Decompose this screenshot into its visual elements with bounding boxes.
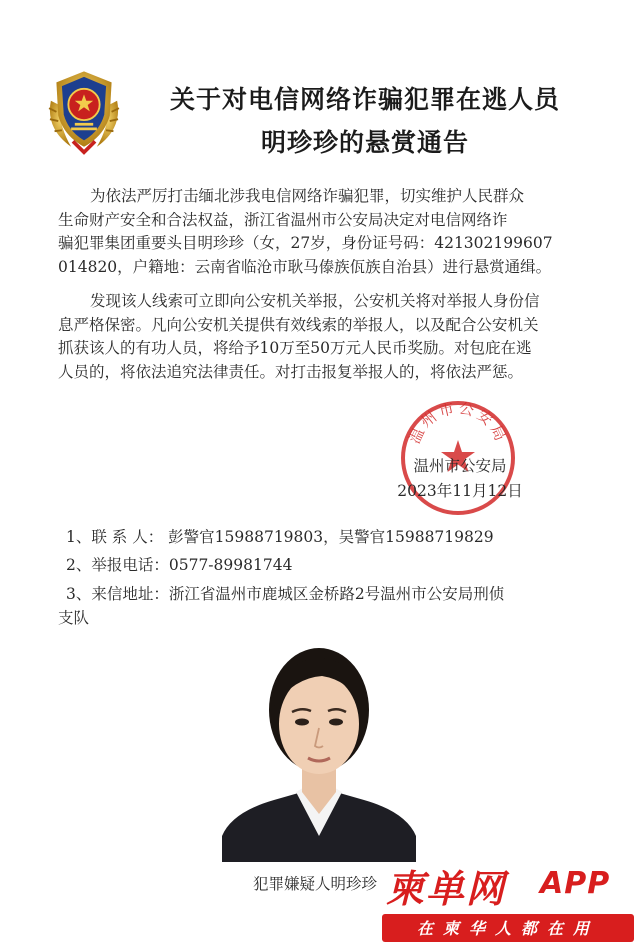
notice-title-line-1: 关于对电信网络诈骗犯罪在逃人员 [169,85,560,114]
watermark-slogan: 在柬华人都在用 [416,919,599,938]
notice-title-line-2: 明珍珍的悬赏通告 [260,128,469,157]
paragraph-line: 为依法严厉打击缅北涉我电信网络诈骗犯罪，切实维护人民群众 [90,187,525,205]
paragraph-line: 生命财产安全和合法权益，浙江省温州市公安局决定对电信网络诈 [58,210,508,229]
paragraph-line: 抓获该人的有功人员，将给予10万至50万元人民币奖励。对包庇在逃 [58,339,532,357]
issuing-organization: 温州市公安局 [413,457,507,475]
paragraph-line: 014820，户籍地：云南省临沧市耿马傣族佤族自治县）进行悬赏通缉。 [58,257,552,276]
seal-text: 温州市公安局 [405,398,511,447]
photo-caption: 犯罪嫌疑人明珍珍 [252,875,377,893]
contact-persons: 1、联 系 人： 彭警官15988719803，吴警官15988719829 [66,528,494,546]
report-phone: 2、举报电话：0577-89981744 [66,556,293,574]
paragraph-line: 骗犯罪集团重要头目明珍珍（女，27岁，身份证号码：421302199607 [58,234,553,252]
paragraph-line: 息严格保密。凡向公安机关提供有效线索的举报人，以及配合公安机关 [58,315,539,334]
watermark-brand-name: 柬单网 [386,867,507,911]
mailing-address-continued: 支队 [58,609,90,627]
notice-paragraph-1 [58,185,618,279]
svg-text:温州市公安局 [405,399,510,446]
suspect-photo [222,636,416,862]
police-emblem-icon [38,64,130,156]
paragraph-line: 人员的，将依法追究法律责任。对打击报复举报人的，将依法严惩。 [58,362,524,381]
brand-watermark [382,858,634,946]
paragraph-line: 发现该人线索可立即向公安机关举报，公安机关将对举报人身份信 [90,292,540,310]
watermark-app-label: APP [540,866,611,901]
mailing-address: 3、来信地址：浙江省温州市鹿城区金桥路2号温州市公安局刑侦 [66,585,505,603]
issue-date: 2023年11月12日 [397,482,523,500]
notice-paragraph-2 [58,290,618,384]
